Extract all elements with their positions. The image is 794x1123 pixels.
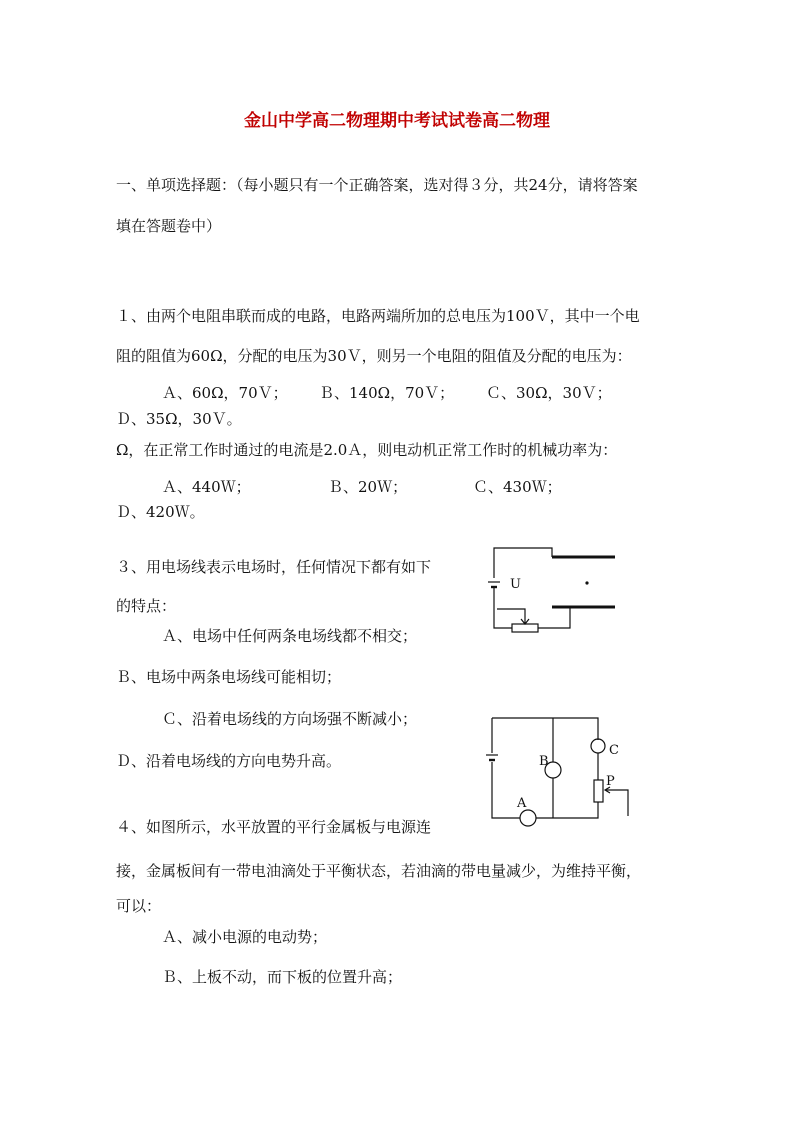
figure-meter-circuit xyxy=(480,708,640,830)
page-title: 金山中学高二物理期中考试试卷高二物理 xyxy=(244,111,550,131)
oil-drop xyxy=(585,581,588,584)
q2-option-d: Ｄ、420Ｗ。 xyxy=(116,503,205,521)
q4-stem-line1: ４、如图所示，水平放置的平行金属板与电源连 xyxy=(116,818,432,836)
q1-option-b: Ｂ、140Ω，70Ｖ； xyxy=(319,384,455,402)
q1-option-d: Ｄ、35Ω，30Ｖ。 xyxy=(116,410,242,428)
ammeter-a xyxy=(520,810,536,826)
q1-stem-line2: 阻的阻值为60Ω，分配的电压为30Ｖ，则另一个电阻的阻值及分配的电压为： xyxy=(116,347,632,365)
q2-option-a: Ａ、440Ｗ； xyxy=(162,478,251,496)
q2-option-b: Ｂ、20Ｗ； xyxy=(328,478,408,496)
q3-stem-line2: 的特点： xyxy=(116,597,177,615)
rheostat-p xyxy=(594,780,603,802)
rheostat-slider xyxy=(606,790,628,816)
q1-option-c: Ｃ、30Ω，30Ｖ； xyxy=(486,384,612,402)
q3-option-c: Ｃ、沿着电场线的方向场强不断减小； xyxy=(162,710,418,728)
q1-option-a: Ａ、60Ω，70Ｖ； xyxy=(162,384,288,402)
q2-option-c: Ｃ、430Ｗ； xyxy=(473,478,562,496)
rheostat-slider xyxy=(497,609,525,623)
label-a: A xyxy=(517,796,527,811)
label-c: C xyxy=(609,743,619,758)
q3-option-b: Ｂ、电场中两条电场线可能相切； xyxy=(116,668,342,686)
q3-option-a: Ａ、电场中任何两条电场线都不相交； xyxy=(162,627,418,645)
figure-parallel-plates-circuit xyxy=(480,540,625,640)
q4-stem-line3: 可以： xyxy=(116,897,162,915)
label-b: B xyxy=(539,754,549,769)
rheostat xyxy=(512,624,538,632)
label-p: P xyxy=(606,774,615,789)
q4-stem-line2: 接，金属板间有一带电油滴处于平衡状态，若油滴的带电量减少，为维持平衡， xyxy=(116,862,642,880)
section-heading-line1: 一、单项选择题：（每小题只有一个正确答案，选对得３分，共24分，请将答案 xyxy=(116,176,638,194)
q4-option-a: Ａ、减小电源的电动势； xyxy=(162,928,328,946)
label-u: U xyxy=(510,577,521,592)
q4-option-b: Ｂ、上板不动，而下板的位置升高； xyxy=(162,968,403,986)
section-heading-line2: 填在答题卷中） xyxy=(116,217,222,235)
q1-stem-line1: １、由两个电阻串联而成的电路，电路两端所加的总电压为100Ｖ，其中一个电 xyxy=(116,307,640,325)
q3-option-d: Ｄ、沿着电场线的方向电势升高。 xyxy=(116,752,342,770)
q2-stem-line1: Ω，在正常工作时通过的电流是2.0Ａ，则电动机正常工作时的机械功率为： xyxy=(116,441,618,459)
q3-stem-line1: ３、用电场线表示电场时，任何情况下都有如下 xyxy=(116,558,432,576)
voltmeter-c xyxy=(591,739,605,753)
